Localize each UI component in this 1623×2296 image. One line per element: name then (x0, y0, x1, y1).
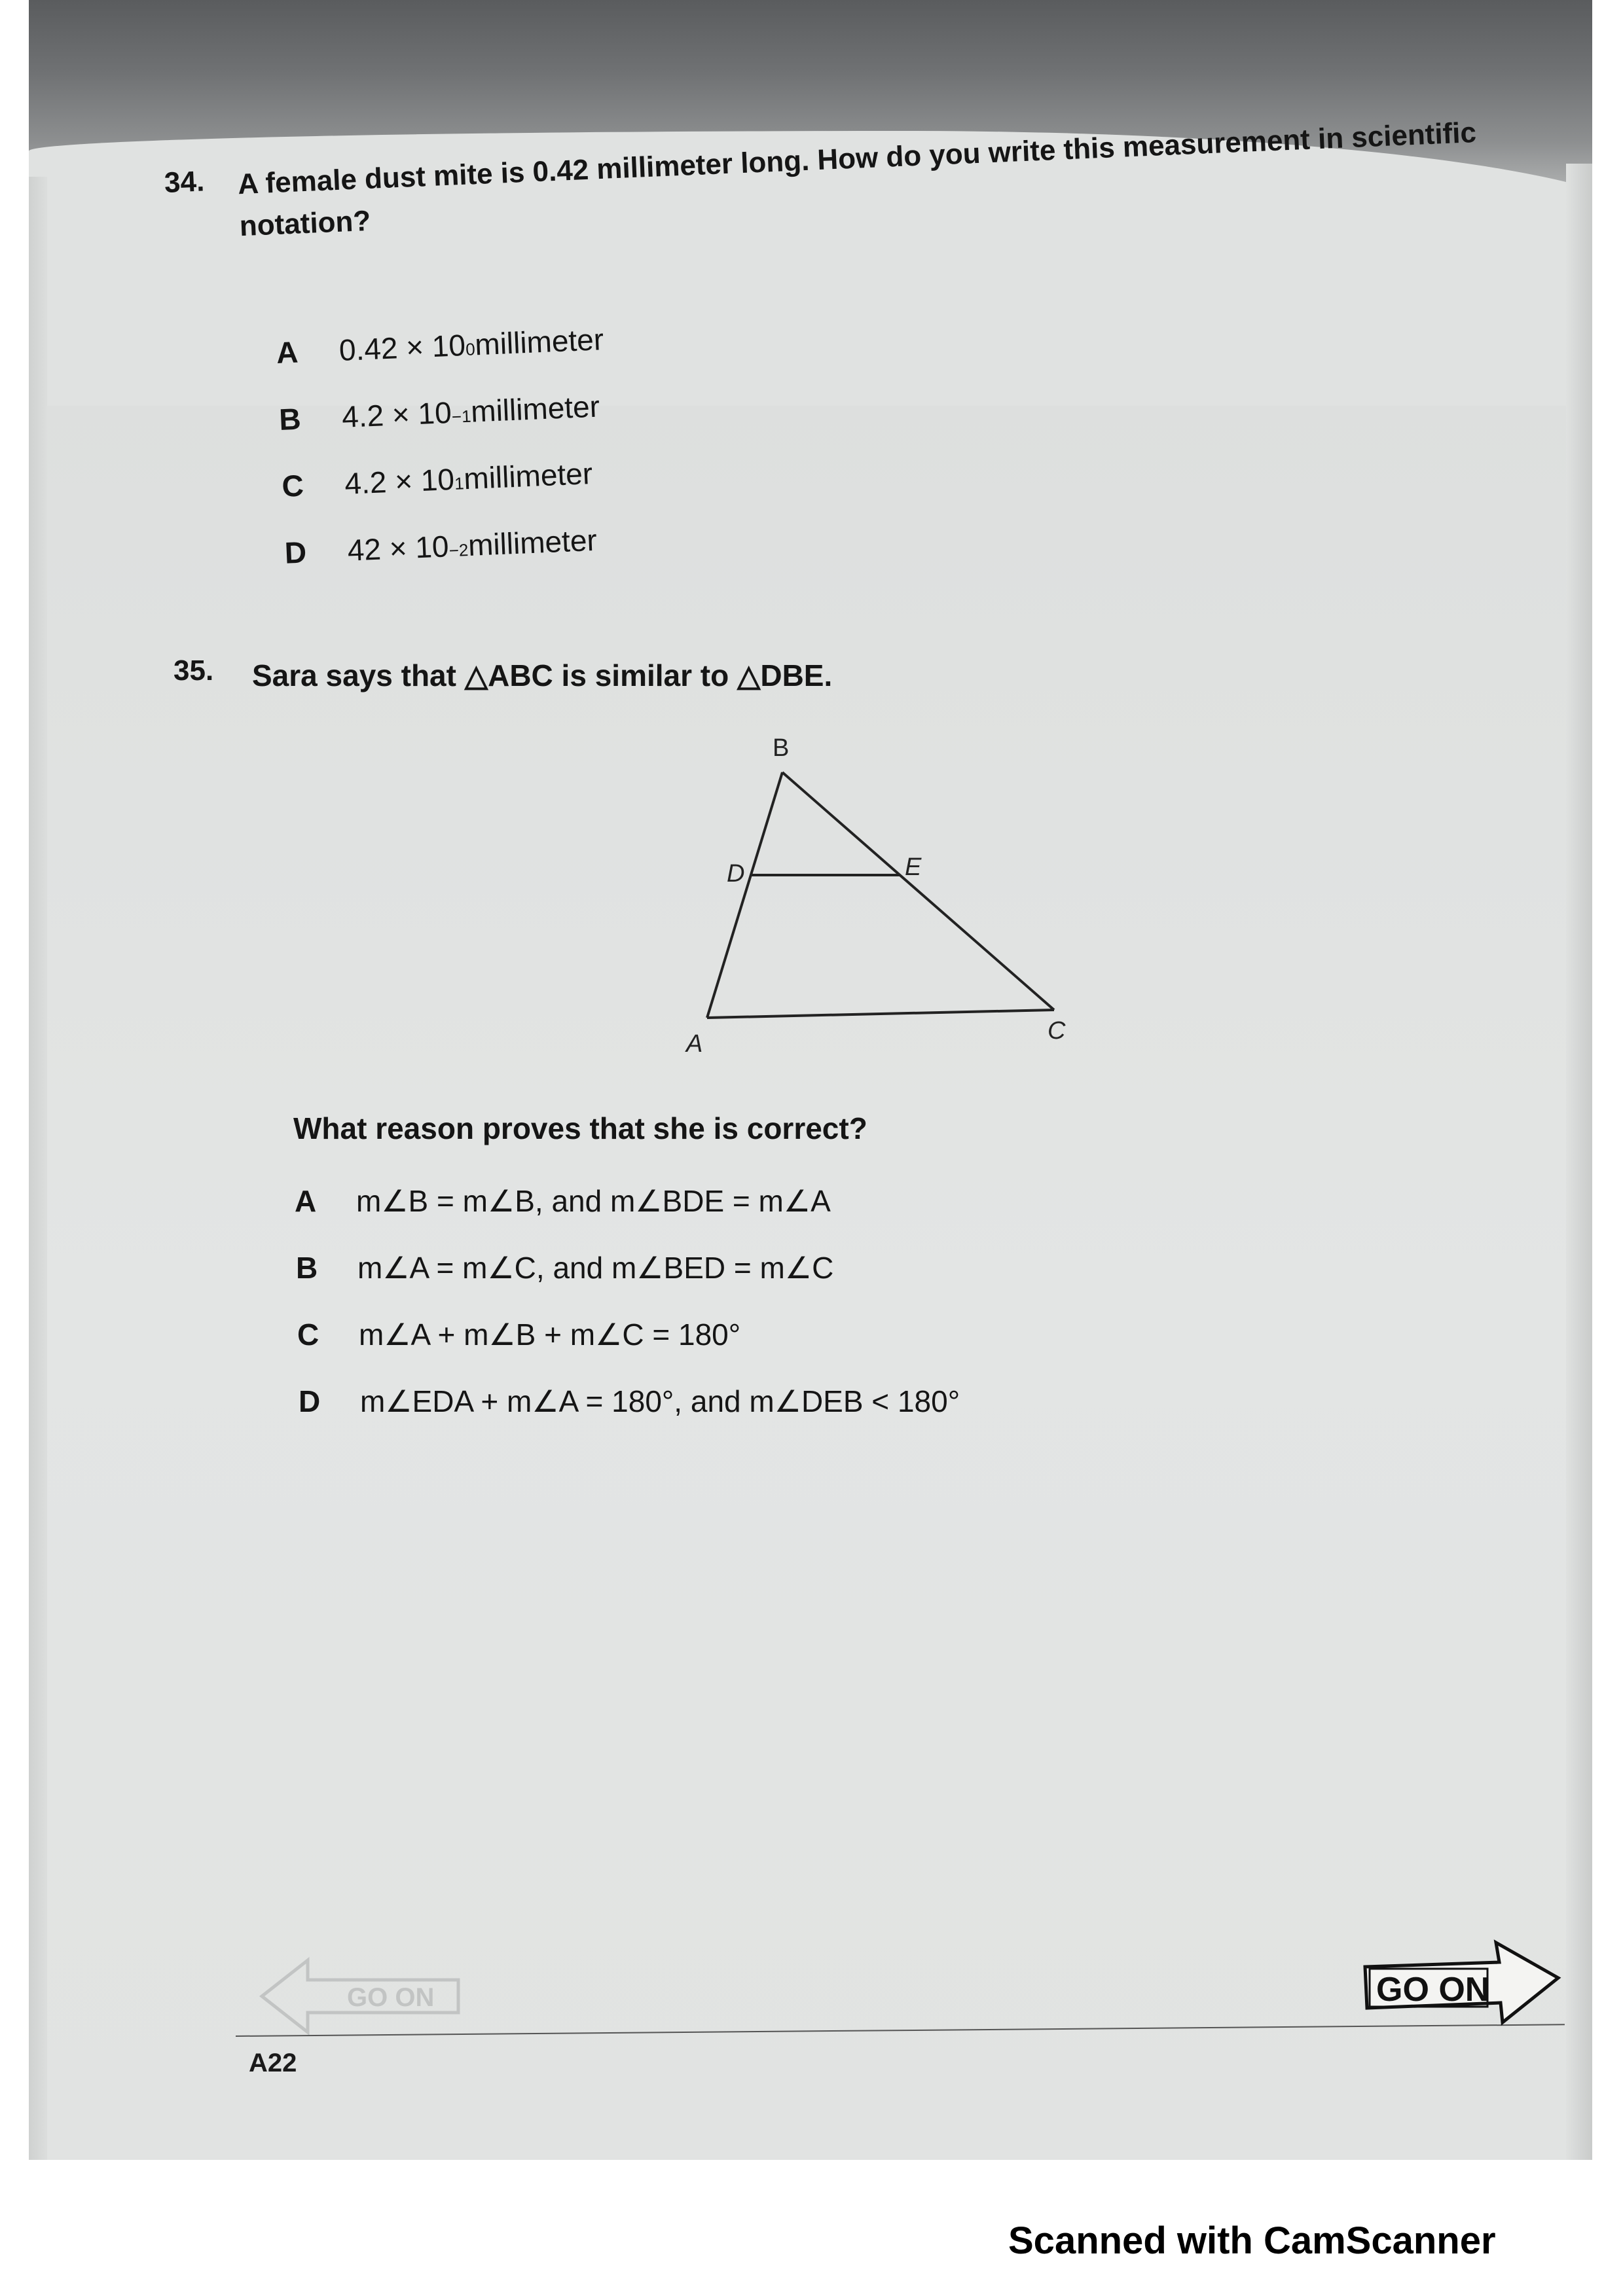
option-letter: D (299, 1384, 321, 1418)
option-exponent: 0 (465, 339, 476, 359)
option-mantissa: 0.42 × 10 (338, 327, 467, 368)
q35-option-b (296, 1250, 833, 1285)
go-on-label: GO ON (1376, 1971, 1490, 2009)
question-34-text: A female dust mite is 0.42 millimeter long. How do you write this measurement in scientific notation? (237, 117, 1477, 243)
vertex-label-b: B (773, 734, 790, 762)
question-35-number: 35. (173, 655, 214, 687)
option-letter: C (281, 468, 304, 503)
page-right-edge (1566, 164, 1592, 2160)
scanner-footer: Scanned with CamScanner (1008, 2219, 1496, 2262)
go-on-arrow-icon (1362, 1937, 1571, 2036)
triangle-figure (655, 730, 1113, 1070)
vertex-label-c: C (1048, 1017, 1066, 1045)
question-35-text: Sara says that △ABC is similar to △DBE. (252, 658, 833, 692)
option-letter: A (275, 334, 299, 370)
option-letter: B (296, 1251, 318, 1285)
bleed-through-text: GO ON (347, 1983, 435, 2012)
bleed-through-arrow-icon (255, 1950, 471, 2042)
option-letter: B (278, 401, 302, 437)
option-text: m∠A + m∠B + m∠C = 180° (359, 1318, 741, 1352)
option-unit: millimeter (467, 522, 598, 563)
question-34-number: 34. (164, 165, 206, 199)
option-text: m∠B = m∠B, and m∠BDE = m∠A (356, 1184, 831, 1218)
option-letter: A (295, 1184, 317, 1218)
option-exponent: 1 (454, 473, 465, 493)
option-text: m∠EDA + m∠A = 180°, and m∠DEB < 180° (360, 1384, 960, 1418)
scanned-page-photo (29, 0, 1592, 2160)
option-unit: millimeter (463, 456, 594, 496)
vertex-label-e: E (905, 853, 922, 881)
option-mantissa: 4.2 × 10 (344, 461, 455, 501)
option-unit: millimeter (470, 389, 600, 429)
q35-option-a (295, 1183, 831, 1219)
question-35-prompt: What reason proves that she is correct? (293, 1111, 867, 1145)
q35-option-d (299, 1384, 960, 1419)
page-code: A22 (249, 2049, 297, 2077)
option-mantissa: 4.2 × 10 (341, 395, 452, 434)
option-letter: C (297, 1318, 319, 1352)
vertex-label-d: D (727, 860, 745, 888)
option-mantissa: 42 × 10 (346, 529, 450, 567)
option-exponent: −2 (448, 540, 469, 561)
page-left-edge (29, 177, 47, 2160)
option-letter: D (283, 535, 308, 570)
vertex-label-a: A (686, 1030, 703, 1058)
side-ab (707, 772, 782, 1018)
side-ac (707, 1010, 1054, 1018)
option-exponent: −1 (451, 406, 472, 427)
q35-option-c (297, 1317, 740, 1352)
option-unit: millimeter (474, 322, 605, 362)
option-text: m∠A = m∠C, and m∠BED = m∠C (357, 1251, 834, 1285)
side-bc (782, 772, 1054, 1010)
